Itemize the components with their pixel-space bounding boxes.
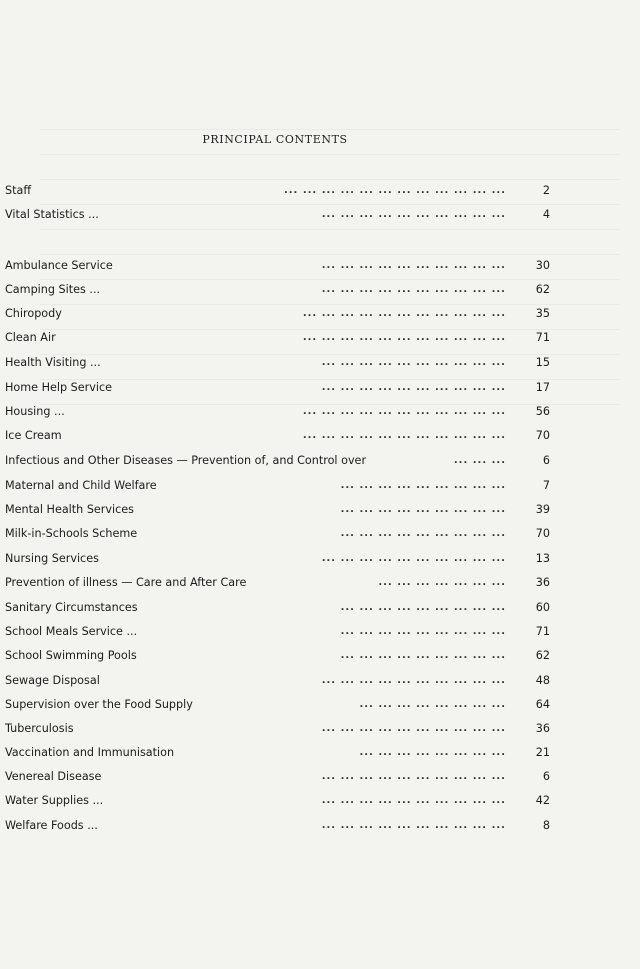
entry-page-number: 71 [535, 625, 550, 638]
dot-leader: ... ... ... ... ... ... ... ... ... ... [321, 553, 506, 564]
contents-entry [5, 623, 550, 641]
contents-entry [5, 257, 550, 275]
contents-entry [5, 574, 550, 592]
contents-entry [5, 792, 550, 810]
entry-label: Sanitary Circumstances [5, 601, 138, 614]
entry-page-number: 64 [535, 698, 550, 711]
entry-label: Vital Statistics ... [5, 208, 99, 221]
entry-label: Staff [5, 184, 32, 197]
entry-page-number: 6 [542, 770, 550, 783]
entry-page-number: 17 [535, 381, 550, 394]
contents-entry [5, 525, 550, 543]
entry-page-number: 48 [535, 674, 550, 687]
entry-page-number: 39 [535, 503, 550, 516]
contents-entry [5, 281, 550, 299]
dot-leader: ... ... ... ... ... ... ... ... [359, 699, 506, 710]
entry-label: Welfare Foods ... [5, 819, 98, 832]
contents-entry [5, 354, 550, 372]
entry-label: Venereal Disease [5, 770, 102, 783]
contents-entry [5, 720, 550, 738]
contents-entry [5, 427, 550, 445]
entry-label: Prevention of illness — Care and After Care [5, 576, 247, 589]
dot-leader: ... ... ... ... ... ... ... ... ... ... [321, 771, 506, 782]
contents-entry [5, 379, 550, 397]
entry-page-number: 15 [535, 356, 550, 369]
dot-leader: ... ... ... ... ... ... ... ... ... [340, 626, 506, 637]
entry-label: Tuberculosis [5, 722, 74, 735]
contents-entry [5, 550, 550, 568]
contents-entry [5, 305, 550, 323]
dot-leader: ... ... ... ... ... ... ... ... ... [340, 480, 506, 491]
entry-page-number: 21 [535, 746, 550, 759]
entry-page-number: 35 [535, 307, 550, 320]
dot-leader: ... ... ... ... ... ... ... ... ... ... [321, 382, 506, 393]
entry-label: Ice Cream [5, 429, 62, 442]
entry-label: Home Help Service [5, 381, 113, 394]
dot-leader: ... ... ... ... ... ... ... ... ... ... ... ... [283, 185, 506, 196]
dot-leader: ... ... ... ... ... ... ... ... ... ... [321, 260, 506, 271]
contents-entry [5, 672, 550, 690]
contents-entry [5, 599, 550, 617]
contents-entry [5, 182, 550, 200]
contents-entry [5, 452, 550, 470]
dot-leader: ... ... ... ... ... ... ... ... ... [340, 528, 506, 539]
entry-label: Sewage Disposal [5, 674, 100, 687]
entry-page-number: 70 [535, 527, 550, 540]
dot-leader: ... ... ... ... ... ... ... ... ... ... [321, 795, 506, 806]
entry-label: Water Supplies ... [5, 794, 104, 807]
contents-entry [5, 696, 550, 714]
entry-page-number: 42 [535, 794, 550, 807]
entry-page-number: 60 [535, 601, 550, 614]
entry-label: School Swimming Pools [5, 649, 137, 662]
entry-page-number: 8 [542, 819, 550, 832]
dot-leader: ... ... ... ... ... ... ... ... ... ... [321, 723, 506, 734]
dot-leader: ... ... ... ... ... ... ... ... ... ... ... [302, 308, 506, 319]
entry-label: Mental Health Services [5, 503, 135, 516]
dot-leader: ... ... ... ... ... ... ... ... ... [340, 650, 506, 661]
page-title: PRINCIPAL CONTENTS [202, 133, 348, 146]
dot-leader: ... ... ... ... ... ... ... ... ... ... [321, 820, 506, 831]
entry-page-number: 13 [535, 552, 550, 565]
contents-entry [5, 501, 550, 519]
contents-entry [5, 647, 550, 665]
dot-leader: ... ... ... ... ... ... ... ... ... [340, 602, 506, 613]
dot-leader: ... ... ... ... ... ... ... ... ... ... ... [302, 406, 506, 417]
contents-entry [5, 477, 550, 495]
entry-page-number: 70 [535, 429, 550, 442]
entry-label: Clean Air [5, 331, 56, 344]
entry-page-number: 56 [535, 405, 550, 418]
entry-page-number: 2 [542, 184, 550, 197]
entry-page-number: 30 [535, 259, 550, 272]
entry-label: Housing ... [5, 405, 65, 418]
dot-leader: ... ... ... ... ... ... ... ... ... ... ... [302, 332, 506, 343]
entry-label: Ambulance Service [5, 259, 113, 272]
entry-page-number: 71 [535, 331, 550, 344]
entry-page-number: 36 [535, 576, 550, 589]
entry-label: Supervision over the Food Supply [5, 698, 193, 711]
entry-label: Vaccination and Immunisation [5, 746, 175, 759]
entry-label: Chiropody [5, 307, 62, 320]
contents-entry [5, 768, 550, 786]
dot-leader: ... ... ... ... ... ... ... ... ... ... [321, 357, 506, 368]
entry-page-number: 6 [542, 454, 550, 467]
dot-leader: ... ... ... ... ... ... ... ... ... ... [321, 675, 506, 686]
entry-page-number: 36 [535, 722, 550, 735]
entry-label: Infectious and Other Diseases — Prevention of, and Control over [5, 454, 367, 467]
dot-leader: ... ... ... ... ... ... ... ... ... ... [321, 284, 506, 295]
entry-page-number: 7 [542, 479, 550, 492]
contents-entry [5, 206, 550, 224]
entry-page-number: 62 [535, 283, 550, 296]
dot-leader: ... ... ... ... ... ... ... [378, 577, 506, 588]
contents-entry [5, 403, 550, 421]
entry-label: Camping Sites ... [5, 283, 101, 296]
entry-page-number: 4 [542, 208, 550, 221]
dot-leader: ... ... ... ... ... ... ... ... ... [340, 504, 506, 515]
contents-entry [5, 817, 550, 835]
contents-entry [5, 329, 550, 347]
entry-label: Milk-in-Schools Scheme [5, 527, 138, 540]
entry-page-number: 62 [535, 649, 550, 662]
dot-leader: ... ... ... ... ... ... ... ... ... ... [321, 209, 506, 220]
dot-leader: ... ... ... ... ... ... ... ... [359, 747, 506, 758]
entry-label: School Meals Service ... [5, 625, 138, 638]
entry-label: Nursing Services [5, 552, 99, 565]
contents-entry [5, 744, 550, 762]
dot-leader: ... ... ... ... ... ... ... ... ... ... ... [302, 430, 506, 441]
entry-label: Health Visiting ... [5, 356, 101, 369]
entry-label: Maternal and Child Welfare [5, 479, 157, 492]
dot-leader: ... ... ... [453, 455, 506, 466]
